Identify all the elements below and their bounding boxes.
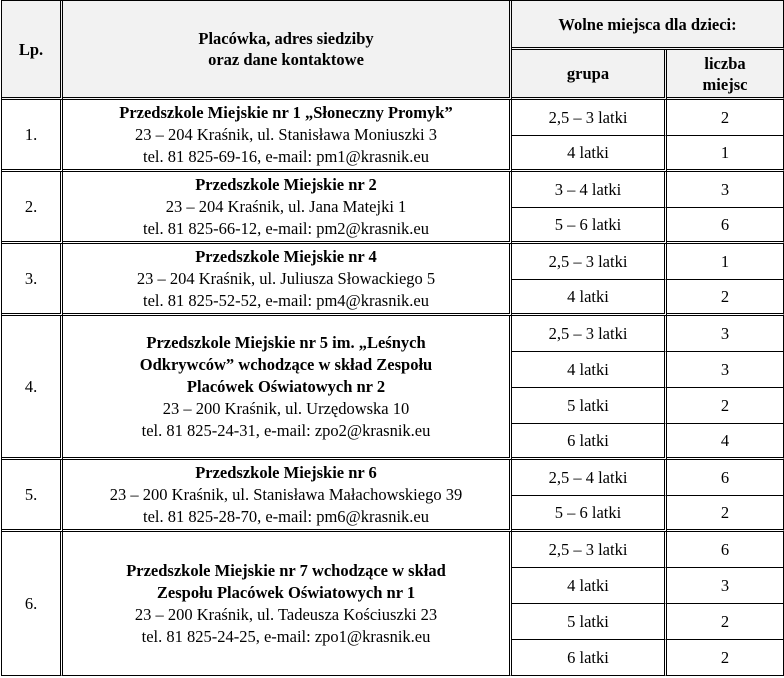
grupa-cell: 4 latki	[512, 352, 667, 388]
placowka-contact: tel. 81 825-28-70, e-mail: pm6@krasnik.eu	[142, 506, 429, 526]
placowka-address: 23 – 200 Kraśnik, ul. Tadeusza Kościuszki 23	[134, 604, 438, 624]
row-placowka	[63, 100, 512, 172]
placowka-address: 23 – 204 Kraśnik, ul. Jana Matejki 1	[165, 196, 407, 216]
placowka-name: Zespołu Placówek Oświatowych nr 1	[156, 582, 416, 602]
liczba-cell: 1	[667, 244, 784, 280]
liczba-cell: 6	[667, 532, 784, 568]
grupa-cell: 6 latki	[512, 640, 667, 676]
grupa-cell: 5 – 6 latki	[512, 208, 667, 244]
vacancies-table	[1, 0, 784, 676]
table-body	[2, 100, 784, 676]
grupa-cell: 4 latki	[512, 136, 667, 172]
placowka-contact: tel. 81 825-24-25, e-mail: zpo1@krasnik.eu	[141, 626, 431, 646]
row-placowka	[63, 172, 512, 244]
header-wolne-miejsca: Wolne miejsca dla dzieci:	[512, 1, 784, 50]
liczba-cell: 3	[667, 568, 784, 604]
row-lp: 2.	[2, 172, 63, 244]
header-placowka-line1: Placówka, adres siedziby	[198, 29, 374, 48]
grupa-cell: 2,5 – 4 latki	[512, 460, 667, 496]
row-lp: 6.	[2, 532, 63, 676]
placowka-name: Odkrywców” wchodzące w skład Zespołu	[139, 354, 433, 374]
grupa-cell: 2,5 – 3 latki	[512, 316, 667, 352]
grupa-cell: 5 latki	[512, 388, 667, 424]
placowka-name: Przedszkole Miejskie nr 1 „Słoneczny Promyk”	[119, 102, 453, 122]
header-grupa: grupa	[512, 50, 667, 100]
table-header	[2, 1, 784, 100]
liczba-cell: 2	[667, 604, 784, 640]
grupa-cell: 6 latki	[512, 424, 667, 460]
liczba-cell: 2	[667, 280, 784, 316]
placowka-name: Placówek Oświatowych nr 2	[186, 376, 386, 396]
placowka-name: Przedszkole Miejskie nr 7 wchodzące w skład	[126, 560, 446, 580]
placowka-name: Przedszkole Miejskie nr 6	[195, 462, 377, 482]
header-liczba-line1: liczba	[704, 53, 746, 73]
row-placowka	[63, 244, 512, 316]
placowka-address: 23 – 200 Kraśnik, ul. Stanisława Małachowskiego 39	[109, 484, 463, 504]
row-lp: 5.	[2, 460, 63, 532]
row-placowka	[63, 316, 512, 460]
placowka-contact: tel. 81 825-52-52, e-mail: pm4@krasnik.eu	[142, 290, 429, 310]
liczba-cell: 3	[667, 352, 784, 388]
liczba-cell: 2	[667, 388, 784, 424]
grupa-cell: 4 latki	[512, 568, 667, 604]
liczba-cell: 2	[667, 100, 784, 136]
table-row	[2, 532, 784, 568]
placowka-address: 23 – 204 Kraśnik, ul. Stanisława Moniuszki 3	[134, 124, 438, 144]
table-row	[2, 460, 784, 496]
table-row	[2, 244, 784, 280]
liczba-cell: 4	[667, 424, 784, 460]
row-lp: 4.	[2, 316, 63, 460]
grupa-cell: 3 – 4 latki	[512, 172, 667, 208]
grupa-cell: 5 latki	[512, 604, 667, 640]
placowka-contact: tel. 81 825-66-12, e-mail: pm2@krasnik.eu	[142, 218, 429, 238]
placowka-address: 23 – 200 Kraśnik, ul. Urzędowska 10	[162, 398, 410, 418]
row-lp: 1.	[2, 100, 63, 172]
placowka-contact: tel. 81 825-69-16, e-mail: pm1@krasnik.eu	[142, 146, 429, 166]
liczba-cell: 6	[667, 460, 784, 496]
liczba-cell: 3	[667, 316, 784, 352]
placowka-address: 23 – 204 Kraśnik, ul. Juliusza Słowackiego 5	[136, 268, 436, 288]
row-lp: 3.	[2, 244, 63, 316]
grupa-cell: 5 – 6 latki	[512, 496, 667, 532]
table-row	[2, 100, 784, 136]
grupa-cell: 2,5 – 3 latki	[512, 100, 667, 136]
placowka-name: Przedszkole Miejskie nr 2	[195, 174, 377, 194]
grupa-cell: 4 latki	[512, 280, 667, 316]
table-row	[2, 316, 784, 352]
placowka-name: Przedszkole Miejskie nr 4	[195, 246, 377, 266]
header-placowka	[63, 1, 512, 100]
liczba-cell: 6	[667, 208, 784, 244]
header-liczba	[667, 50, 784, 100]
header-placowka-line2: oraz dane kontaktowe	[208, 50, 364, 69]
placowka-contact: tel. 81 825-24-31, e-mail: zpo2@krasnik.eu	[141, 420, 431, 440]
grupa-cell: 2,5 – 3 latki	[512, 532, 667, 568]
grupa-cell: 2,5 – 3 latki	[512, 244, 667, 280]
liczba-cell: 2	[667, 496, 784, 532]
header-lp: Lp.	[2, 1, 63, 100]
table-row	[2, 172, 784, 208]
placowka-name: Przedszkole Miejskie nr 5 im. „Leśnych	[146, 332, 426, 352]
liczba-cell: 3	[667, 172, 784, 208]
liczba-cell: 2	[667, 640, 784, 676]
row-placowka	[63, 460, 512, 532]
header-liczba-line2: miejsc	[702, 74, 748, 94]
liczba-cell: 1	[667, 136, 784, 172]
row-placowka	[63, 532, 512, 676]
